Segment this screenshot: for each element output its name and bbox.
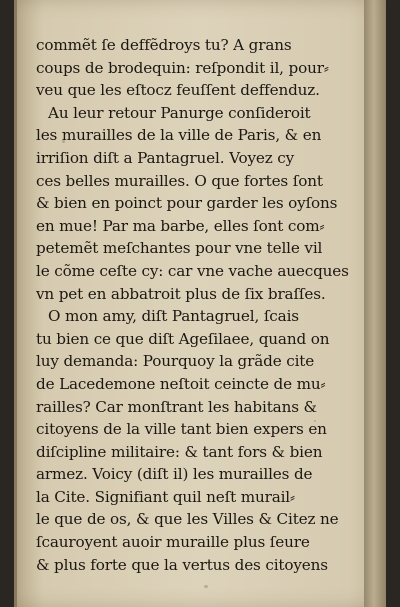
text-line: tu bien ce que diſt Ageſilaee, quand on [36, 329, 330, 348]
text-line: ſcauroyent auoir muraille plus ſeure [36, 533, 310, 552]
text-line: railles? Car monſtrant les habitans & [36, 397, 317, 416]
text-line: luy demanda: Pourquoy la grãde cite [36, 352, 315, 371]
text-line: coups de brodequin: reſpondit il, pour⸗ [36, 58, 329, 77]
text-line: citoyens de la ville tant bien expers en [36, 420, 327, 439]
text-line: la Cite. Signifiant quil neſt murail⸗ [36, 487, 295, 506]
page-left-edge [14, 0, 17, 607]
paragraph-start-line: O mon amy, diſt Pantagruel, ſcais [48, 307, 299, 326]
text-line: veu que les eſtocz feuſſent deffenduz. [36, 81, 320, 100]
blackletter-text-block [36, 34, 372, 576]
text-line: vn pet en abbatroit plus de ſix braſſes. [36, 284, 326, 303]
text-line: & bien en poinct pour garder les oyſons [36, 194, 338, 213]
paper-speck [204, 585, 208, 588]
text-line: les murailles de la ville de Paris, & en [36, 126, 322, 145]
text-line: le que de os, & que les Villes & Citez ne [36, 510, 339, 529]
text-line: de Lacedemone neſtoit ceincte de mu⸗ [36, 374, 326, 393]
text-line: petemẽt meſchantes pour vne telle vil [36, 239, 323, 258]
text-line: diſcipline militaire: & tant fors & bien [36, 442, 323, 461]
text-line: irriſion diſt a Pantagruel. Voyez cy [36, 148, 295, 167]
text-line: & plus forte que la vertus des citoyens [36, 555, 328, 574]
text-line: le cõme ceſte cy: car vne vache auecques [36, 261, 349, 280]
text-line: commẽt ſe deffẽdroys tu? A grans [36, 36, 292, 54]
text-line: armez. Voicy (diſt il) les murailles de [36, 465, 313, 484]
text-line: ces belles murailles. O que fortes ſont [36, 171, 323, 190]
text-line: en mue! Par ma barbe, elles ſont com⸗ [36, 216, 325, 235]
paragraph-start-line: Au leur retour Panurge conſideroit [48, 103, 311, 122]
paper-page [14, 0, 386, 607]
